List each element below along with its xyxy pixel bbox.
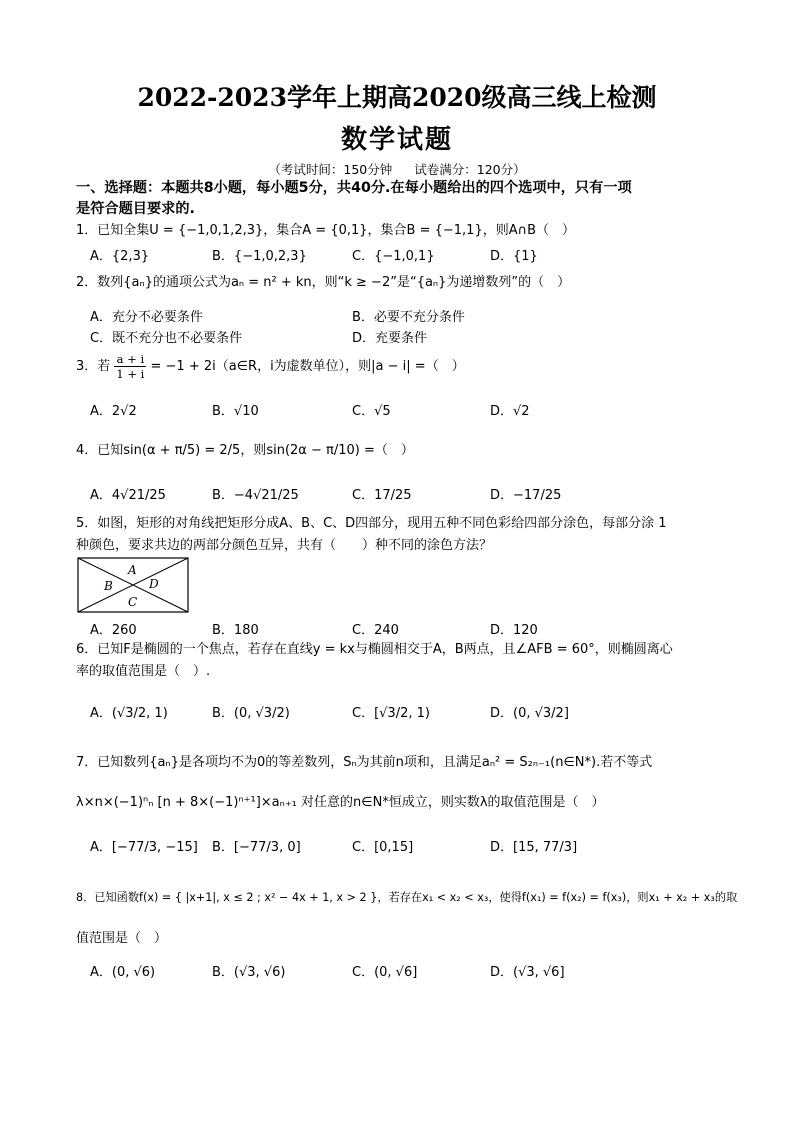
section-heading [76, 178, 726, 220]
exam-info [0, 160, 794, 178]
q7-option-a[interactable]: A．[−77/3, −15] [90, 840, 198, 855]
q3-fraction-den: 1 + i [116, 367, 145, 381]
question-7-line1: 7．已知数列{aₙ}是各项均不为0的等差数列，Sₙ为其前n项和，且满足aₙ² = S₂ₙ₋₁(n∈N*).若不等式 [76, 755, 653, 770]
q6-option-d[interactable]: D．(0, √3/2] [490, 706, 569, 721]
question-8-line2: 值范围是（ ） [76, 931, 168, 946]
q7-option-d[interactable]: D．[15, 77/3] [490, 840, 578, 855]
q7-option-c[interactable]: C．[0,15] [352, 840, 414, 855]
exam-title: 2022-2023学年上期高2020级高三线上检测 [137, 83, 657, 112]
question-2: 2．数列{aₙ}的通项公式为aₙ = n² + kn，则“k ≥ −2”是“{aₙ}为递增数列”的（ ） [76, 275, 571, 290]
q8-option-b[interactable]: B．(√3, √6) [212, 965, 286, 980]
section-heading-line1: 一、选择题：本题共8小题，每小题5分，共40分.在每小题给出的四个选项中，只有一项 [76, 180, 632, 196]
full-score: 试卷满分：120分） [414, 162, 526, 177]
question-3 [76, 352, 726, 382]
q3-option-b[interactable]: B．√10 [212, 404, 259, 419]
exam-subtitle: 数学试题 [340, 125, 453, 155]
question-7-line2: λ×n×(−1)ⁿₙ [n + 8×(−1)ⁿ⁺¹]×aₙ₊₁ 对任意的n∈N*恒成立，则实数λ的取值范围是（ ） [76, 795, 605, 810]
q3-suffix: = −1 + 2i（a∈R，i为虚数单位），则|a − i| =（ ） [150, 359, 465, 374]
q3-option-a[interactable]: A．2√2 [90, 404, 137, 419]
rectangle-figure [77, 557, 189, 613]
q8-option-d[interactable]: D．(√3, √6] [490, 965, 565, 980]
q2-option-d[interactable]: D．充要条件 [352, 331, 428, 346]
question-5-line2: 种颜色，要求共边的两部分颜色互异，共有（ ）种不同的涂色方法？ [76, 538, 493, 553]
question-6-line1: 6．已知F是椭圆的一个焦点，若存在直线y = kx与椭圆相交于A，B两点，且∠AFB = 60°，则椭圆离心 [76, 642, 673, 657]
q3-option-d[interactable]: D．√2 [490, 404, 530, 419]
q5-option-c[interactable]: C．240 [352, 623, 399, 638]
q8-option-a[interactable]: A．(0, √6) [90, 965, 156, 980]
question-5-line1: 5．如图，矩形的对角线把矩形分成A、B、C、D四部分，现用五种不同色彩给四部分涂色，每部分涂 1 [76, 516, 667, 531]
q5-option-b[interactable]: B．180 [212, 623, 259, 638]
exam-time: （考试时间：150分钟 [268, 162, 393, 177]
q5-option-a[interactable]: A．260 [90, 623, 137, 638]
q4-option-b[interactable]: B．−4√21/25 [212, 488, 299, 503]
q2-option-b[interactable]: B．必要不充分条件 [352, 310, 465, 325]
figure-label-b: B [104, 579, 113, 593]
q2-option-c[interactable]: C．既不充分也不必要条件 [90, 331, 243, 346]
q3-prefix: 3．若 [76, 359, 111, 374]
q5-option-d[interactable]: D．120 [490, 623, 538, 638]
q2-option-a[interactable]: A．充分不必要条件 [90, 310, 203, 325]
figure-label-c: C [128, 595, 138, 609]
q3-fraction [114, 352, 146, 381]
figure-label-d: D [149, 577, 159, 591]
q7-option-b[interactable]: B．[−77/3, 0] [212, 840, 301, 855]
q1-option-a[interactable]: A．{2,3} [90, 249, 150, 264]
q3-option-c[interactable]: C．√5 [352, 404, 391, 419]
question-4: 4．已知sin(α + π/5) = 2/5，则sin(2α − π/10) =（ ） [76, 443, 414, 458]
q6-option-a[interactable]: A．(√3/2, 1) [90, 706, 168, 721]
q4-option-d[interactable]: D．−17/25 [490, 488, 562, 503]
q3-fraction-num: a + i [114, 352, 146, 367]
q1-option-b[interactable]: B．{−1,0,2,3} [212, 249, 307, 264]
question-1: 1．已知全集U = {−1,0,1,2,3}，集合A = {0,1}，集合B = {−1,1}，则A∩B（ ） [76, 223, 576, 238]
question-8-line1: 8．已知函数f(x) = { |x+1|, x ≤ 2 ; x² − 4x + 1, x > 2 }，若存在x₁ < x₂ < x₃，使得f(x₁) = f(x₂) = f(x₃)，则x₁ + x₂ + x₃的取 [76, 891, 738, 904]
q8-option-c[interactable]: C．(0, √6] [352, 965, 418, 980]
figure-label-a: A [128, 563, 137, 577]
q4-option-a[interactable]: A．4√21/25 [90, 488, 166, 503]
q4-option-c[interactable]: C．17/25 [352, 488, 412, 503]
q1-option-d[interactable]: D．{1} [490, 249, 538, 264]
question-6-line2: 率的取值范围是（ ）. [76, 664, 211, 679]
q6-option-b[interactable]: B．(0, √3/2) [212, 706, 290, 721]
q6-option-c[interactable]: C．[√3/2, 1) [352, 706, 430, 721]
q1-option-c[interactable]: C．{−1,0,1} [352, 249, 435, 264]
section-heading-line2: 是符合题目要求的. [76, 201, 195, 217]
